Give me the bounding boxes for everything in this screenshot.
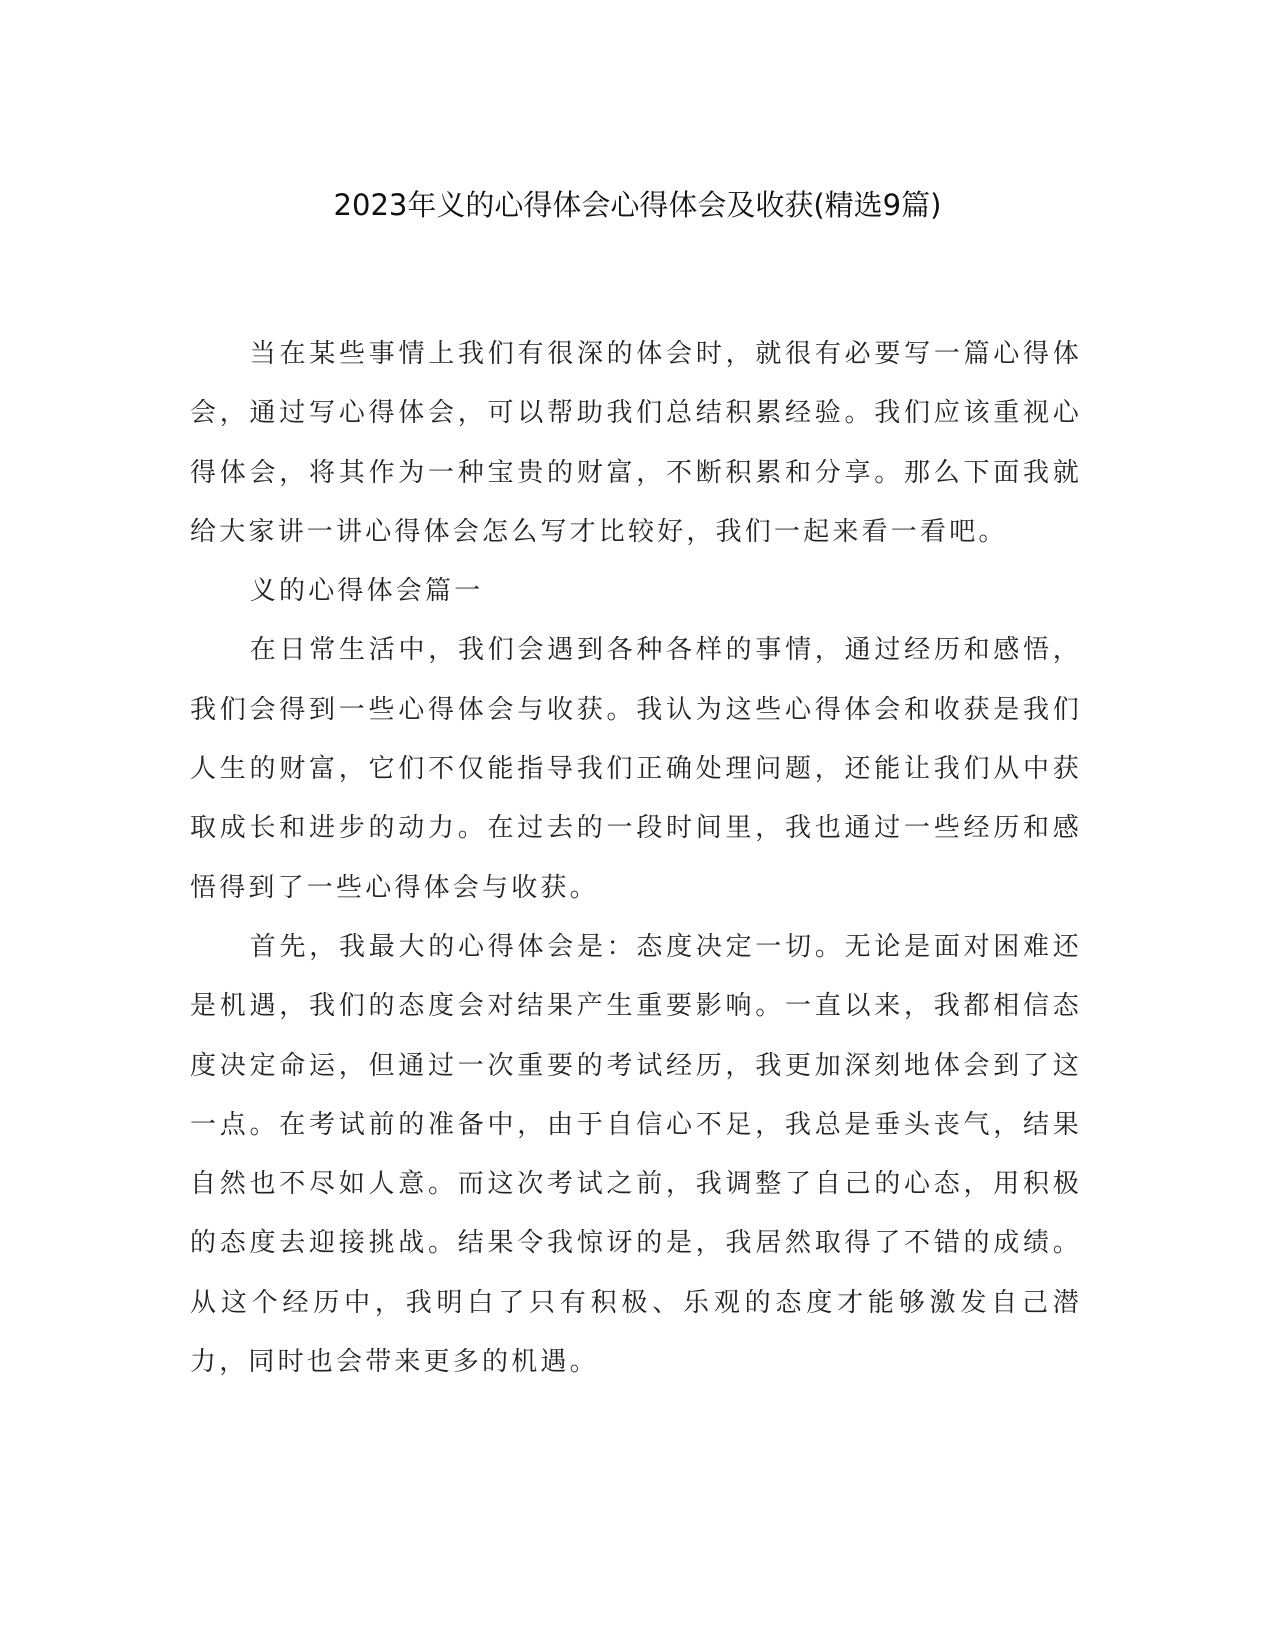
intro-paragraph: 当在某些事情上我们有很深的体会时，就很有必要写一篇心得体会，通过写心得体会，可以帮助我们总结积累经验。我们应该重视心得体会，将其作为一种宝贵的财富，不断积累和分享。那么下面我就给大家讲一讲心得体会怎么写才比较好，我们一起来看一看吧。	[190, 339, 1082, 547]
section-heading: 义的心得体会篇一	[249, 576, 484, 607]
body-paragraph: 在日常生活中，我们会遇到各种各样的事情，通过经历和感悟，我们会得到一些心得体会与收获。我认为这些心得体会和收获是我们人生的财富，它们不仅能指导我们正确处理问题，还能让我们从中获取成长和进步的动力。在过去的一段时间里，我也通过一些经历和感悟得到了一些心得体会与收获。	[190, 635, 1082, 903]
document-body	[190, 325, 1082, 1392]
body-paragraph: 首先，我最大的心得体会是：态度决定一切。无论是面对困难还是机遇，我们的态度会对结果产生重要影响。一直以来，我都相信态度决定命运，但通过一次重要的考试经历，我更加深刻地体会到了这一点。在考试前的准备中，由于自信心不足，我总是垂头丧气，结果自然也不尽如人意。而这次考试之前，我调整了自己的心态，用积极的态度去迎接挑战。结果令我惊讶的是，我居然取得了不错的成绩。从这个经历中，我明白了只有积极、乐观的态度才能够激发自己潜力，同时也会带来更多的机遇。	[190, 931, 1082, 1378]
document-title: 2023年义的心得体会心得体会及收获(精选9篇)	[333, 188, 942, 222]
